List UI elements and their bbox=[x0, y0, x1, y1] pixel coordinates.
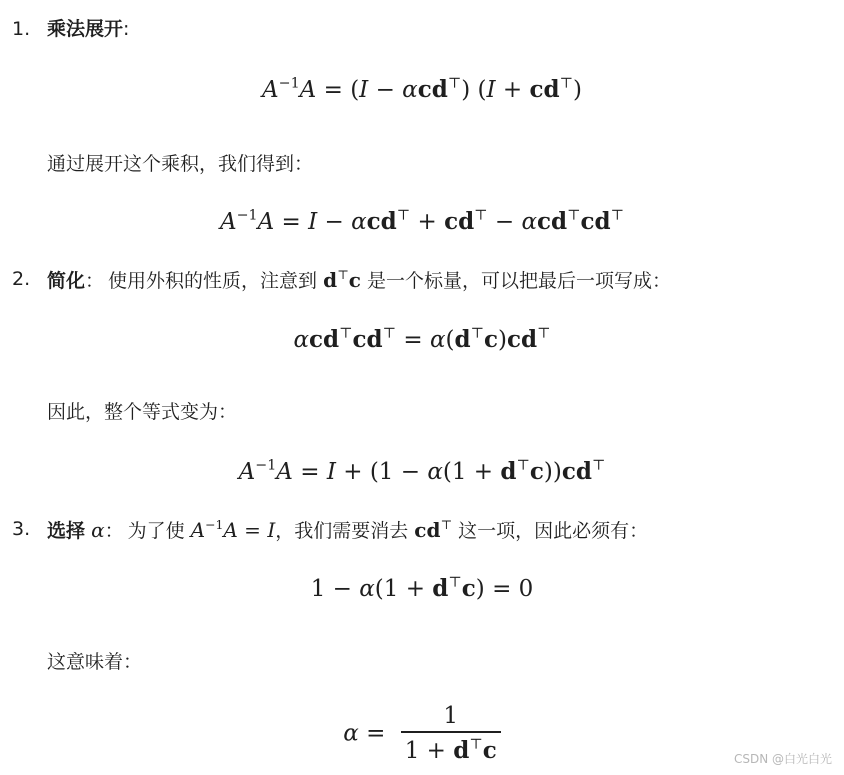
item-2-number: 2. bbox=[12, 268, 31, 290]
item-2-colon: ： bbox=[85, 270, 105, 292]
item-1-title: 乘法展开 bbox=[47, 18, 124, 40]
equation-4: $A^{-1}A = I + (1 - \alpha(1 + d^⊤c))cd^⊤$ bbox=[238, 457, 606, 485]
fraction bbox=[401, 703, 501, 764]
item-2-text-b: 是一个标量，可以把最后一项写成： bbox=[366, 270, 671, 292]
equation-1: $A^{-1}A = (I - \alpha cd^⊤) (I + cd^⊤)$ bbox=[262, 75, 582, 103]
paragraph-expand: 通过展开这个乘积，我们得到： bbox=[47, 153, 314, 175]
item-2-title: 简化 bbox=[47, 270, 86, 292]
item-3-number: 3. bbox=[12, 518, 31, 540]
item-3-inline-math-2: cd⊤ bbox=[414, 516, 453, 542]
item-3-title: 选择 bbox=[47, 520, 86, 542]
equation-5: 1 − α(1 + d⊤c) = 0 bbox=[310, 574, 534, 602]
item-2-text-a: 使用外积的性质，注意到 bbox=[108, 270, 318, 292]
item-3-body bbox=[47, 516, 649, 542]
fraction-denominator: 1 + d⊤c bbox=[404, 736, 497, 764]
paragraph-therefore: 因此，整个等式变为： bbox=[47, 401, 238, 423]
item-1-heading bbox=[47, 20, 129, 39]
item-3-text-b: ，我们需要消去 bbox=[275, 520, 409, 542]
item-3-text-c: 这一项，因此必须有： bbox=[458, 520, 649, 542]
item-3-alpha: α bbox=[91, 518, 105, 542]
item-3-inline-math-1: $A^{-1}A = I$ bbox=[190, 516, 276, 542]
equation-2: $A^{-1}A = I - \alpha cd^⊤ + cd^⊤ - \alpha cd^⊤cd^⊤$ bbox=[219, 207, 625, 235]
item-1-colon: : bbox=[123, 18, 130, 40]
equation-6: α = $\frac{1}{1 + d^⊤c}$ bbox=[0, 703, 844, 764]
item-3-text-a: 为了使 bbox=[127, 520, 185, 542]
fraction-numerator: 1 bbox=[401, 703, 501, 733]
paragraph-means: 这意味着： bbox=[47, 651, 143, 673]
item-2-body bbox=[47, 266, 671, 292]
item-1-number: 1. bbox=[12, 18, 31, 40]
equation-3: αcd⊤cd⊤ = α(d⊤c)cd⊤ bbox=[293, 325, 551, 353]
item-3-colon: ： bbox=[104, 520, 124, 542]
csdn-watermark: CSDN @白光白光 bbox=[733, 752, 832, 766]
item-2-inline-math: d⊤c bbox=[323, 266, 361, 292]
